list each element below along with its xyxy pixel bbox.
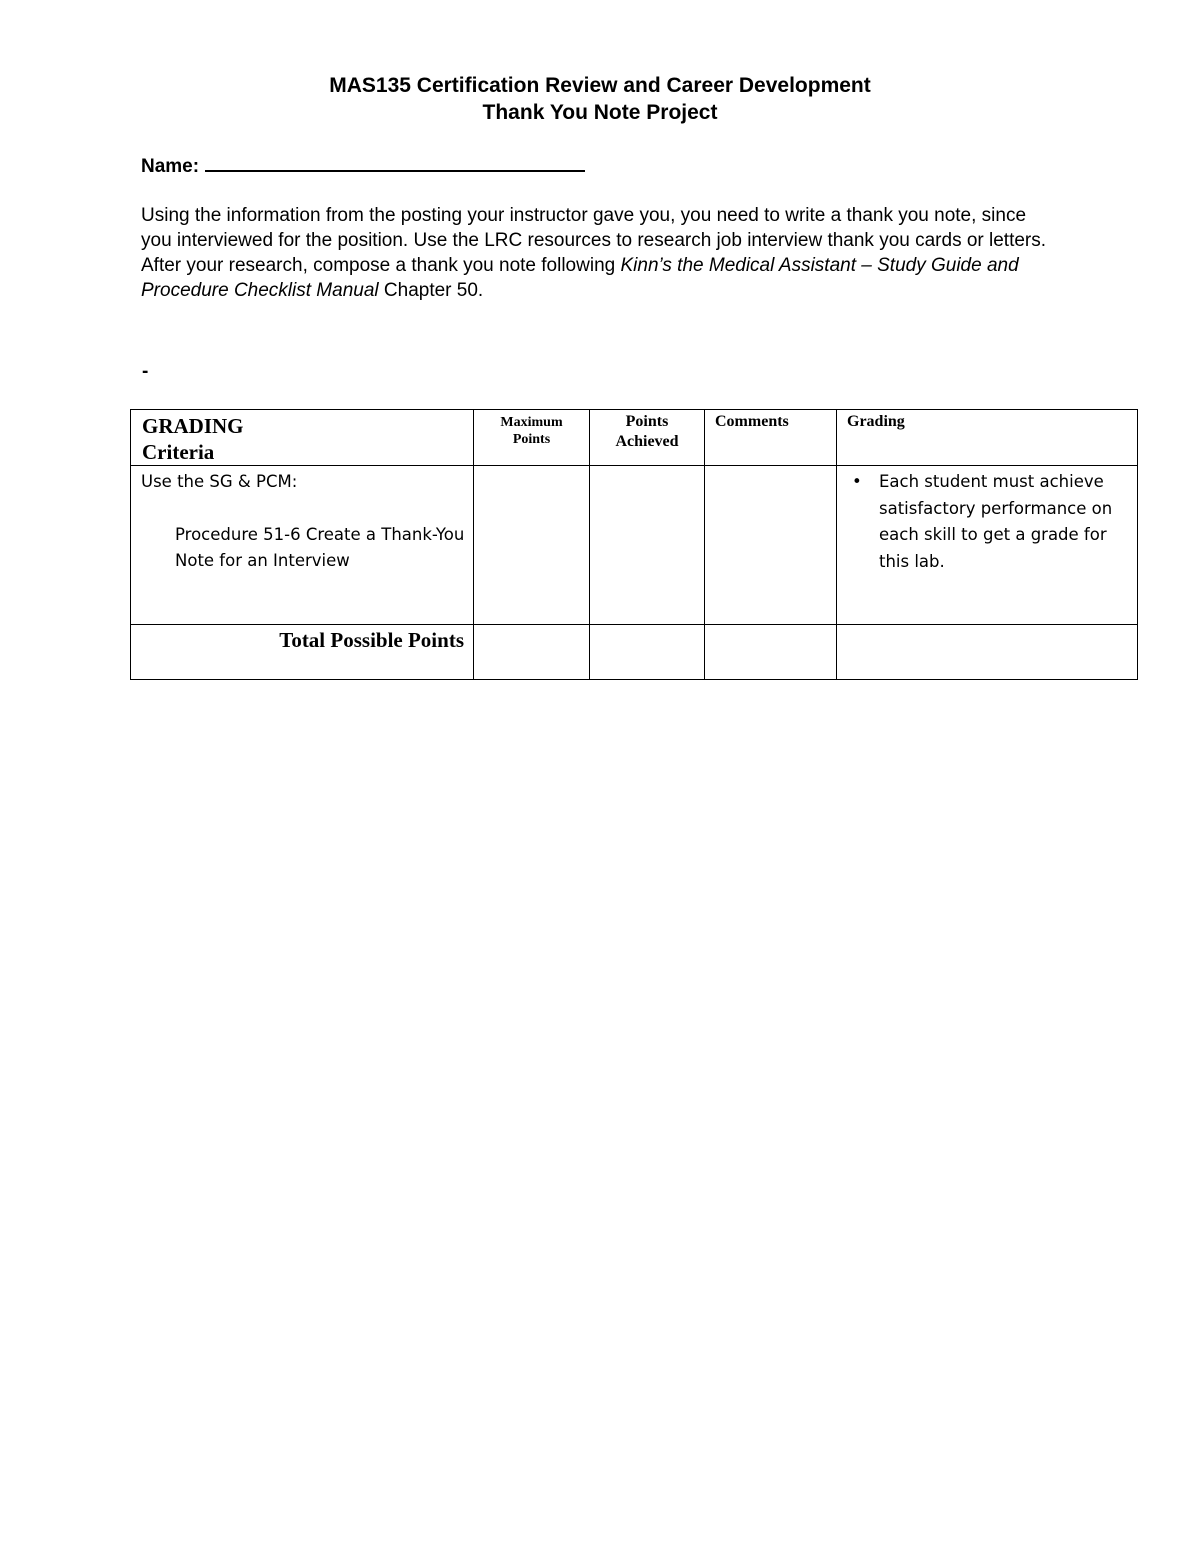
grading-requirement: Each student must achieve satisfactory performance on each skill to get a grade for this lab. bbox=[879, 472, 1113, 571]
name-blank-line bbox=[205, 156, 585, 172]
course-title: MAS135 Certification Review and Career Development bbox=[329, 74, 871, 97]
stray-mark: - bbox=[142, 361, 149, 382]
name-label: Name: bbox=[141, 156, 200, 177]
header-criteria: GRADING Criteria bbox=[131, 410, 474, 466]
total-label-cell: Total Possible Points bbox=[131, 625, 474, 680]
header-grading: Grading bbox=[837, 410, 1138, 466]
total-max-points-cell[interactable] bbox=[474, 625, 590, 680]
header-maximum-points: Maximum Points bbox=[474, 410, 590, 466]
grading-bullet-list bbox=[837, 469, 1129, 575]
instructions-paragraph bbox=[141, 203, 1051, 303]
name-field bbox=[141, 155, 585, 179]
total-comments-cell[interactable] bbox=[705, 625, 837, 680]
list-item bbox=[837, 469, 1129, 575]
total-points-achieved-cell[interactable] bbox=[590, 625, 705, 680]
max-points-cell[interactable] bbox=[474, 466, 590, 625]
criteria-procedure: Procedure 51-6 Create a Thank-You Note for an Interview bbox=[175, 524, 465, 570]
instructions-book-title: Kinn’s the Medical Assistant – Study Guide and Procedure Checklist Manual bbox=[141, 255, 1019, 301]
criteria-cell bbox=[131, 466, 474, 625]
criteria-intro: Use the SG & PCM: bbox=[141, 472, 298, 491]
project-title: Thank You Note Project bbox=[482, 101, 718, 124]
total-grading-cell[interactable] bbox=[837, 625, 1138, 680]
document-title bbox=[0, 72, 1200, 126]
points-achieved-cell[interactable] bbox=[590, 466, 705, 625]
header-comments: Comments bbox=[705, 410, 837, 466]
instructions-text-part1: Using the information from the posting your instructor gave you, you need to write a thank you note, since you interviewed for the position. Use the LRC resources to research job interview thank you cards or letters. After your research, compose a thank you note following bbox=[141, 205, 1047, 276]
comments-cell[interactable] bbox=[705, 466, 837, 625]
table-header-row bbox=[131, 410, 1138, 466]
grading-table bbox=[130, 409, 1138, 680]
instructions-text-part2: Chapter 50. bbox=[378, 280, 484, 301]
bullet-icon: • bbox=[852, 472, 862, 491]
header-points-achieved: Points Achieved bbox=[590, 410, 705, 466]
table-row bbox=[131, 466, 1138, 625]
total-row bbox=[131, 625, 1138, 680]
grading-cell bbox=[837, 466, 1138, 625]
